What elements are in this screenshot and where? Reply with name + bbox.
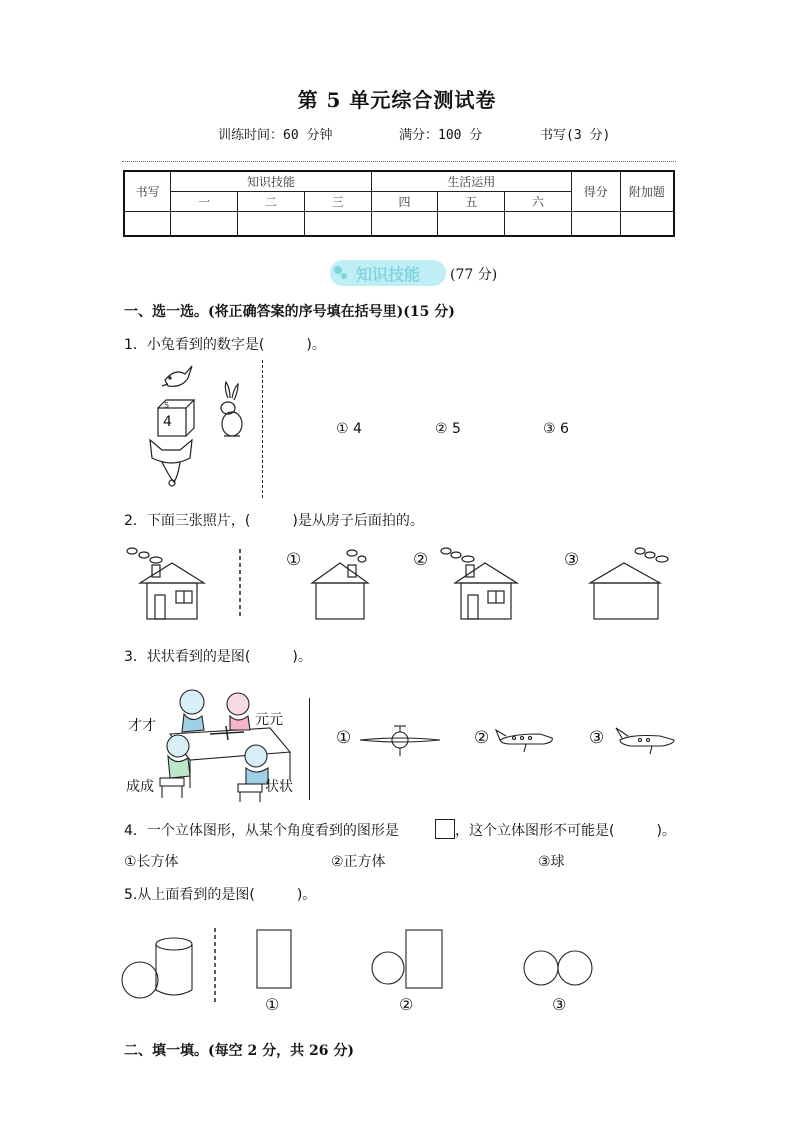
q4-option-2: ②正方体: [331, 854, 386, 870]
name-zhuangzhuang: 状状: [265, 779, 293, 795]
top-view-option-3-icon: [524, 951, 592, 985]
q5-marker-2: ②: [399, 995, 414, 1014]
score-cell[interactable]: [238, 211, 305, 236]
q3-divider: [309, 698, 310, 800]
score-cell[interactable]: [505, 211, 572, 236]
plane-front-icon: [360, 726, 440, 756]
writing-score-info: 书写(3 分): [540, 128, 611, 143]
top-view-option-1-icon: [257, 930, 291, 988]
q5-text: 5.从上面看到的是图( )。: [124, 887, 317, 903]
q4-text-a: 4．一个立体图形，从某个角度看到的图形是: [124, 823, 399, 839]
q3-text: 3．状状看到的是图( )。: [124, 649, 312, 665]
q2-marker-3: ③: [564, 550, 580, 570]
score-cell[interactable]: [171, 211, 238, 236]
q1-option-2: ② 5: [435, 421, 461, 437]
kid-zhuangzhuang-icon: [245, 745, 267, 767]
fox-icon: [150, 440, 192, 486]
q4-option-3: ③球: [538, 854, 565, 870]
divider: [122, 161, 676, 162]
q3-planes: [330, 722, 690, 762]
q5-marker-3: ③: [552, 995, 567, 1014]
q3-marker-2: ②: [474, 728, 490, 748]
plane-side-right-icon: [496, 730, 552, 752]
score-col-5: 五: [438, 191, 505, 211]
full-score-info: 满分：100 分: [399, 128, 483, 143]
score-header-knowledge: 知识技能: [171, 171, 371, 191]
q2-marker-2: ②: [413, 550, 429, 570]
q5-marker-1: ①: [265, 995, 280, 1014]
score-cell[interactable]: [438, 211, 505, 236]
house-front-icon: [127, 548, 204, 619]
section-points: (77 分): [450, 267, 498, 283]
q1-divider: [262, 360, 263, 498]
kid-chengcheng-icon: [167, 735, 189, 757]
part1-heading: 一、选一选。(将正确答案的序号填在括号里)(15 分): [124, 304, 455, 320]
die-front-number: 4: [163, 414, 172, 430]
score-col-4: 四: [371, 191, 438, 211]
q3-marker-1: ①: [336, 728, 352, 748]
name-chengcheng: 成成: [126, 779, 154, 795]
section-label: 知识技能: [356, 267, 421, 284]
name-caicai: 才才: [128, 718, 156, 734]
q2-text: 2．下面三张照片，( )是从房子后面拍的。: [124, 513, 424, 529]
score-header-total: 得分: [571, 171, 620, 211]
sphere-cylinder-icon: [122, 938, 192, 998]
score-cell[interactable]: [124, 211, 171, 236]
q5-figures: [120, 926, 620, 1004]
score-cell[interactable]: [371, 211, 438, 236]
score-cell[interactable]: [620, 211, 674, 236]
rabbit-icon: [221, 382, 242, 436]
plane-side-alt-icon: [616, 728, 674, 754]
die-top-number: 5: [164, 401, 170, 410]
house-option-3-icon: [590, 548, 668, 619]
page-title: 第 5 单元综合测试卷: [297, 88, 497, 112]
q1-scene: [140, 358, 270, 498]
section-badge-icon: [333, 264, 347, 280]
house-option-1-icon: [312, 550, 368, 619]
score-header-extra: 附加题: [620, 171, 674, 211]
q1-option-1: ① 4: [336, 421, 362, 437]
score-table: [123, 170, 675, 237]
score-cell[interactable]: [304, 211, 371, 236]
q1-option-3: ③ 6: [543, 421, 569, 437]
q2-marker-1: ①: [286, 550, 302, 570]
q4-text-b: ，这个立体图形不可能是( )。: [455, 823, 676, 839]
q3-marker-3: ③: [589, 728, 605, 748]
score-header-life: 生活运用: [371, 171, 571, 191]
time-info: 训练时间：60 分钟: [218, 128, 333, 143]
house-option-2-icon: [441, 548, 517, 619]
score-header-writing: 书写: [124, 171, 171, 211]
square-shape: [435, 819, 455, 839]
part2-heading: 二、填一填。(每空 2 分，共 26 分): [124, 1043, 354, 1059]
score-col-3: 三: [304, 191, 371, 211]
q1-text: 1．小兔看到的数字是( )。: [124, 337, 326, 353]
bird-icon: [162, 366, 192, 386]
kid-yuanyuan-icon: [227, 693, 249, 715]
kid-caicai-icon: [180, 690, 204, 714]
top-view-option-2-icon: [372, 930, 442, 988]
name-yuanyuan: 元元: [255, 712, 283, 728]
score-col-1: 一: [171, 191, 238, 211]
score-col-2: 二: [238, 191, 305, 211]
score-col-6: 六: [505, 191, 572, 211]
q2-houses: [120, 545, 680, 625]
score-cell[interactable]: [571, 211, 620, 236]
q4-option-1: ①长方体: [124, 854, 179, 870]
